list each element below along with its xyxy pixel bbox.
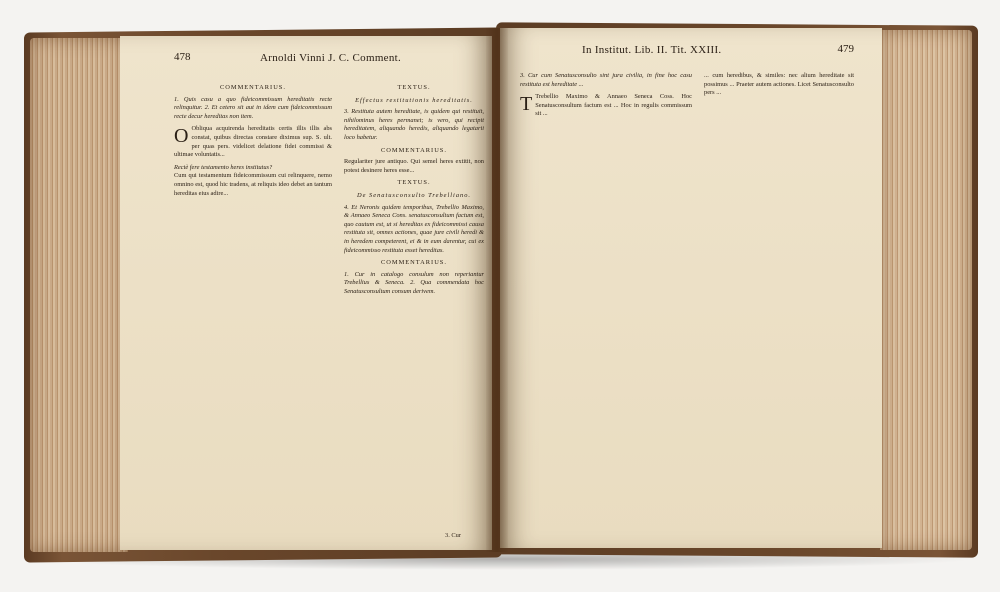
left-page-number: 478 bbox=[174, 51, 191, 63]
commentary-body: O Obliqua acquirenda hereditatis certis illis illis abs constat, quibus directas constare diximus sup. S. ult. per quas pers. videlicet delatione fidei commissi & ultimae voluntatis... bbox=[174, 125, 332, 159]
right-running-head: In Institut. Lib. II. Tit. XXIII. bbox=[582, 44, 722, 56]
left-running-head: Arnoldi Vinni J. C. Comment. bbox=[260, 52, 402, 64]
right-column-a bbox=[520, 72, 692, 119]
right-summary: 3. Cur cum Senatusconsulto sint jura civilia, in fine hoc casu restituta est hereditate ... bbox=[520, 72, 692, 88]
catchword: 3. Cur bbox=[445, 532, 461, 539]
right-page-edges bbox=[880, 30, 972, 550]
commentary-heading-2: COMMENTARIUS. bbox=[381, 146, 447, 154]
paragraph-4: 4. Et Neronis quidem temporibus, Trebellio Maximo, & Annaeo Seneca Cons. senatusconsultum factum est, quo cautum est, ut si hereditas ex fideicommissi causa restituta sit, omnes actiones, quae jure civili heredi & in heredem competerent, ei & in eum darentur, cui ex fideicommisso restituta esset hereditas. bbox=[344, 203, 484, 254]
right-body-a: T Trebellio Maximo & Annaeo Seneca Coss. Hoc Senatusconsultum factum est ... Hoc in regulis commissum sit ... bbox=[520, 93, 692, 118]
right-column-b bbox=[704, 72, 854, 98]
commentary-heading: COMMENTARIUS. bbox=[220, 84, 286, 91]
left-column-a bbox=[174, 80, 332, 198]
textus-heading: TEXTUS. bbox=[397, 84, 431, 91]
left-column-b bbox=[344, 80, 484, 296]
textus-heading-2: TEXTUS. bbox=[397, 179, 431, 187]
commentary-notes: 1. Cur in catalogo consulum non reperiantur Trebellius & Seneca. 2. Qua commendata hoc Senatusconsultum consum derivem. bbox=[344, 270, 484, 295]
book-gutter bbox=[486, 28, 508, 552]
commentary-summary: 1. Quis casu a quo fideicommissum hereditatis recte relinquitur. 2. Et cetero sit aut in idem cum fideicommissum recte decur hereditas non item. bbox=[174, 95, 332, 120]
drop-cap-right: T bbox=[520, 93, 533, 116]
right-page-number: 479 bbox=[837, 43, 854, 55]
subsection-title: Rectè fere testamento heres institutus? bbox=[174, 163, 273, 171]
textus-subheading: Effectus restitutionis hereditatis. bbox=[355, 96, 473, 104]
left-page-edges bbox=[30, 38, 128, 552]
right-body-b: ... cum heredibus, & similes: nec alium hereditate sit possimus ... Praeter autem actiones. Licet Senatusconsulto pers ... bbox=[704, 72, 854, 97]
commentary-heading-3: COMMENTARIUS. bbox=[381, 259, 447, 267]
subsection-body: Cum qui testamentum fideicommissum cui relinquere, nemo omnino est, quod hic tradens, at reliquis ideo debet an tantum hereditas eius adire... bbox=[174, 172, 332, 197]
paragraph-3: 3. Restituta autem hereditate, is quidem qui restituit, nihilominus heres permanet; is vero, qui recipit hereditatem, aliquando heredis, aliquando legatarii loco habetur. bbox=[344, 108, 484, 141]
drop-cap: O bbox=[174, 125, 189, 148]
right-page bbox=[500, 28, 882, 548]
textus-subheading-2: De Senatusconsulto Trebelliano. bbox=[356, 191, 471, 199]
commentary-body-2: Regulariter jure antiquo. Qui semel heres extitit, non potest desinere heres esse... bbox=[344, 158, 484, 174]
left-page bbox=[120, 36, 492, 550]
